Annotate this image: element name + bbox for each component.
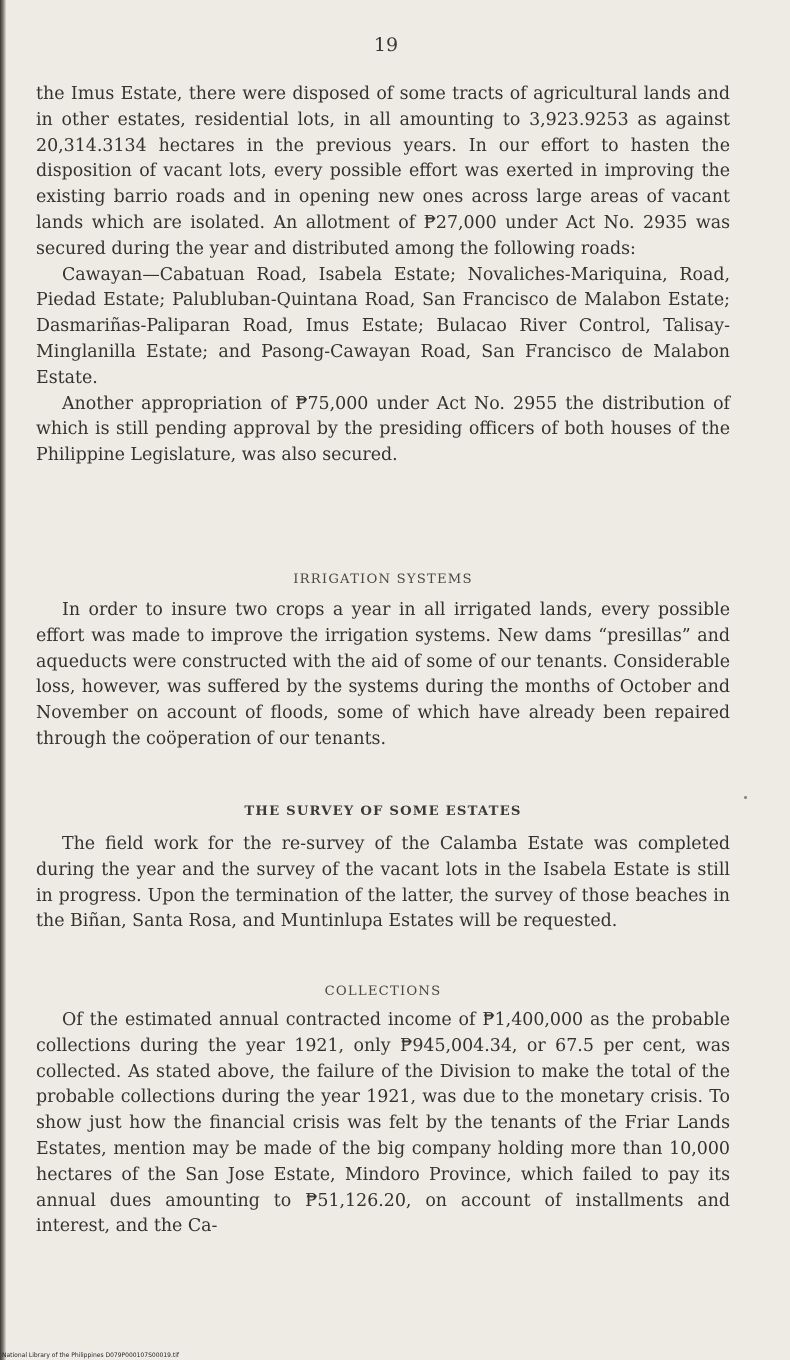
- paragraph-appropriation: Another appropriation of ₱75,000 under Act No. 2955 the distribution of which is still pending approval by the presiding officers of both houses of the Philippine Legislature, was also secured.: [36, 393, 730, 466]
- book-spine-shadow: [0, 0, 6, 1360]
- paragraph-collections: Of the estimated annual contracted income of ₱1,400,000 as the probable collections during the year 1921, only ₱945,004.34, or 67.5 per cent, was collected. As stated above, the failure of the Division to make the total of the probable collections during the year 1921, was due to the monetary crisis. To show just how the financial crisis was felt by the tenants of the Friar Lands Estates, mention may be made of the big company holding more than 10,000 hectares of the San Jose Estate, Mindoro Province, which failed to pay its annual dues amounting to ₱51,126.20, on account of installments and interest, and the Ca-: [36, 1010, 730, 1237]
- collections-text-block: [36, 1008, 730, 1240]
- irrigation-text-block: [36, 598, 730, 753]
- scan-footer-caption: National Library of the Philippines D079P000107S00019.tif: [2, 1352, 180, 1359]
- heading-collections: COLLECTIONS: [324, 984, 442, 999]
- paragraph-road-list: Cawayan—Cabatuan Road, Isabela Estate; Novaliches-Mariquina, Road, Piedad Estate; Palubluban-Quintana Road, San Francisco de Malabon Estate; Dasmariñas-Paliparan Road, Imus Estate; Bulacao River Control, Talisay-Minglanilla Estate; and Pasong-Cawayan Road, San Francisco de Malabon Estate.: [36, 264, 730, 388]
- paper-speck: [744, 796, 747, 799]
- paragraph-survey: The field work for the re-survey of the Calamba Estate was completed during the year and the survey of the vacant lots in the Isabela Estate is still in progress. Upon the termination of the latter, the survey of those beaches in the Biñan, Santa Rosa, and Muntinlupa Estates will be requested.: [36, 834, 730, 932]
- paragraph-irrigation: In order to insure two crops a year in all irrigated lands, every possible effort was made to improve the irrigation systems. New dams “presillas” and aqueducts were constructed with the aid of some of our tenants. Considerable loss, however, was suffered by the systems during the months of October and November on account of floods, some of which have already been repaired through the coöperation of our tenants.: [36, 600, 730, 749]
- paragraph-estate-disposition: the Imus Estate, there were disposed of some tracts of agricultural lands and in other estates, residential lots, in all amounting to 3,923.9253 as against 20,314.3134 hectares in the previous years. In our effort to hasten the disposition of vacant lots, every possible effort was exerted in improving the existing barrio roads and in opening new ones across large areas of vacant lands which are isolated. An allotment of ₱27,000 under Act No. 2935 was secured during the year and distributed among the following roads:: [36, 84, 730, 259]
- page-number: 19: [373, 34, 399, 56]
- heading-irrigation-systems: IRRIGATION SYSTEMS: [293, 572, 473, 587]
- intro-text-block: [36, 82, 730, 469]
- survey-text-block: [36, 832, 730, 935]
- heading-survey-of-estates: THE SURVEY OF SOME ESTATES: [244, 804, 522, 819]
